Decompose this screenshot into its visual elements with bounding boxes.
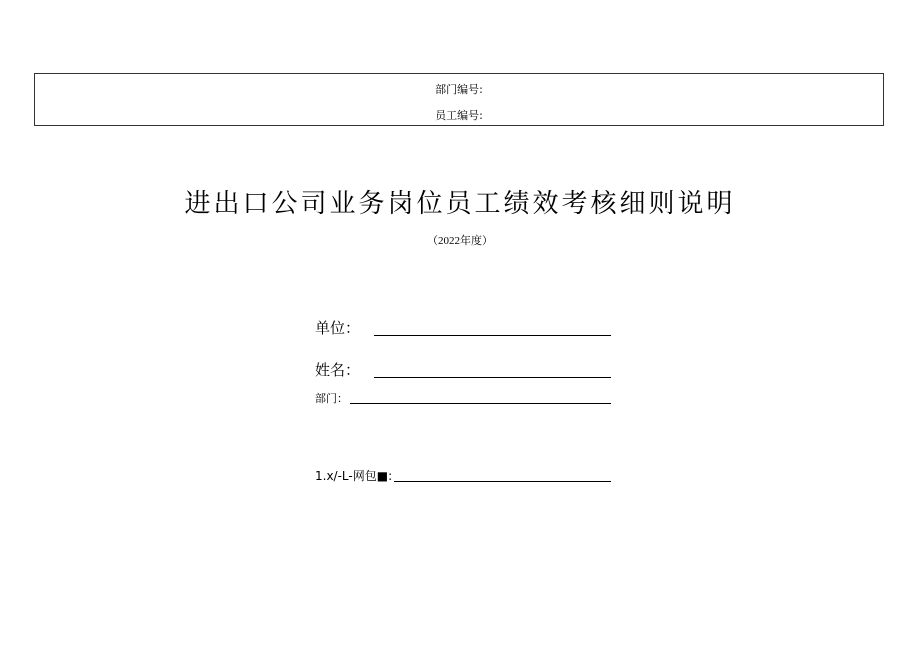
name-label: 姓名： (315, 361, 361, 379)
unit-field (315, 316, 611, 338)
department-label: 部门： (315, 392, 348, 405)
header-box (34, 73, 884, 126)
misc-field (315, 468, 611, 484)
unit-underline (374, 334, 611, 336)
employee-code-label: 员工编号: (435, 109, 483, 122)
misc-underline (394, 480, 611, 482)
document-title: 进出口公司业务岗位员工绩效考核细则说明 (184, 189, 736, 219)
name-underline (374, 376, 611, 378)
unit-label: 单位： (315, 319, 361, 337)
dept-code-label: 部门编号: (435, 83, 483, 96)
name-field (315, 358, 611, 380)
misc-label: 1.x/-L-网包■: (315, 469, 393, 483)
department-field (315, 390, 611, 406)
department-underline (350, 402, 611, 404)
year-note: （2022年度） (427, 235, 493, 247)
